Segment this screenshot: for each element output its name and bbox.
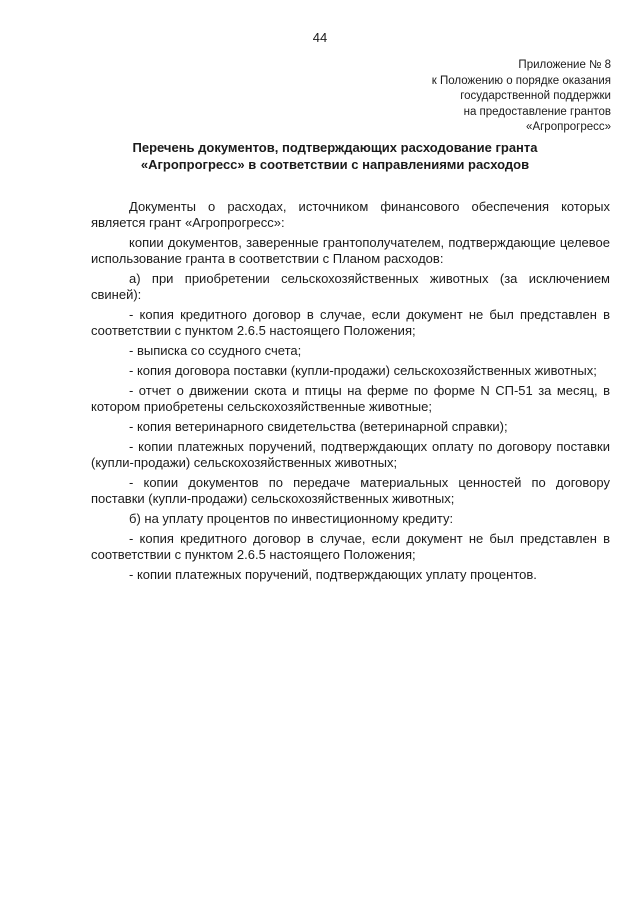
appendix-header bbox=[331, 58, 611, 136]
body-paragraph: - копии документов по передаче материальных ценностей по договору поставки (купли-продажи) сельскохозяйственных животных; bbox=[91, 475, 610, 506]
appendix-line: к Положению о порядке оказания bbox=[431, 74, 611, 87]
appendix-line: государственной поддержки bbox=[460, 90, 611, 102]
appendix-line: Приложение № 8 bbox=[518, 59, 611, 71]
body-paragraph: - копия ветеринарного свидетельства (ветеринарной справки); bbox=[129, 419, 508, 434]
appendix-line: на предоставление грантов bbox=[463, 105, 611, 118]
body-paragraph: - копия кредитного договор в случае, если документ не был представлен в соответствии с пунктом 2.6.5 настоящего Положения; bbox=[91, 531, 610, 562]
body-paragraph: б) на уплату процентов по инвестиционному кредиту: bbox=[129, 511, 454, 526]
appendix-line: «Агропрогресс» bbox=[526, 121, 611, 133]
body-paragraph: - копии платежных поручений, подтверждающих оплату по договору поставки (купли-продажи) сельскохозяйственных животных; bbox=[91, 439, 610, 470]
title-line: «Агропрогресс» в соответствии с направлениями расходов bbox=[140, 157, 530, 172]
body-paragraph: - копия договора поставки (купли-продажи) сельскохозяйственных животных; bbox=[129, 363, 597, 378]
body-paragraph: Документы о расходах, источником финансового обеспечения которых является грант «Агропрогресс»: bbox=[91, 199, 610, 230]
body-paragraph: - выписка со ссудного счета; bbox=[129, 343, 302, 358]
title-line: Перечень документов, подтверждающих расходование гранта bbox=[132, 140, 538, 155]
body-paragraph: - отчет о движении скота и птицы на ферме по форме N СП-51 за месяц, в котором приобретены сельскохозяйственные животные; bbox=[91, 383, 610, 414]
document-title bbox=[60, 139, 610, 173]
document-body bbox=[91, 199, 610, 587]
body-paragraph: - копия кредитного договор в случае, если документ не был представлен в соответствии с пунктом 2.6.5 настоящего Положения; bbox=[91, 307, 610, 338]
body-paragraph: а) при приобретении сельскохозяйственных животных (за исключением свиней): bbox=[91, 271, 610, 302]
body-paragraph: - копии платежных поручений, подтверждающих уплату процентов. bbox=[129, 567, 537, 582]
body-paragraph: копии документов, заверенные грантополучателем, подтверждающие целевое использование гранта в соответствии с Планом расходов: bbox=[91, 235, 610, 266]
page-number: 44 bbox=[312, 30, 328, 45]
